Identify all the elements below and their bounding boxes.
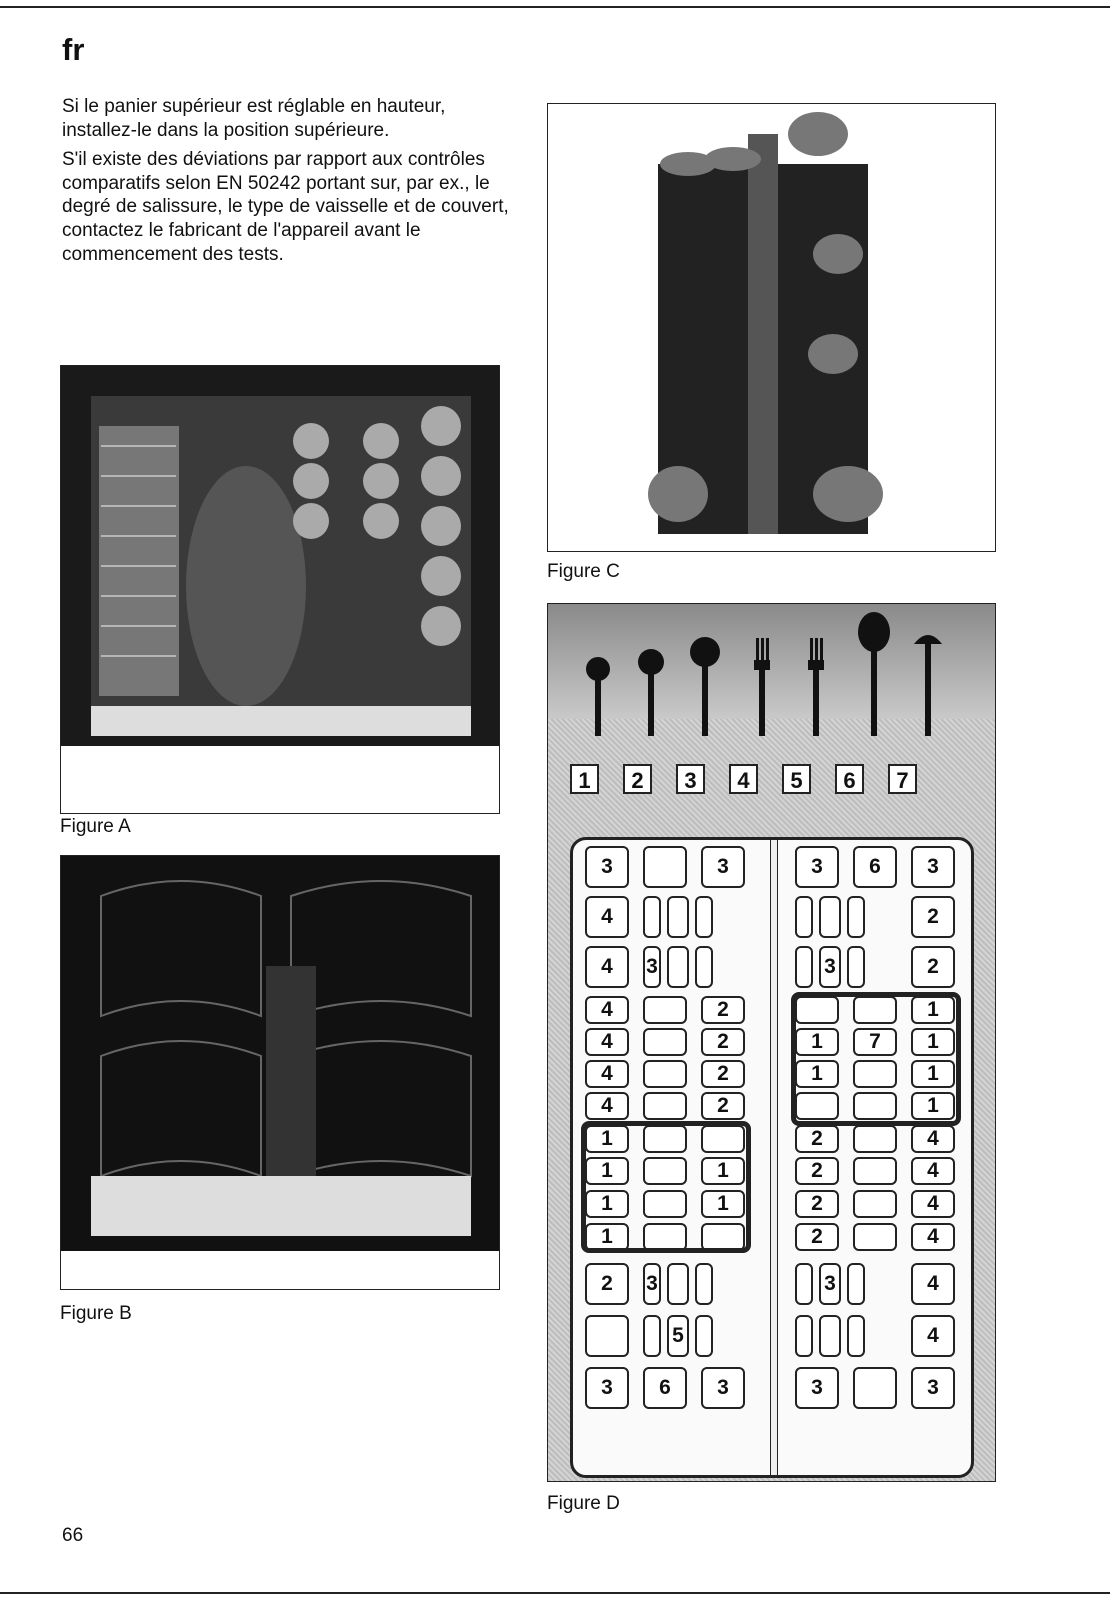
basket-cell-R-1-0 — [795, 896, 813, 938]
body-text — [62, 95, 522, 272]
basket-cell-L-12-2: 5 — [667, 1315, 689, 1357]
figure-c-caption: Figure C — [547, 561, 620, 582]
basket-cell-R-7-0: 2 — [795, 1125, 839, 1153]
cutlery-icons — [548, 604, 995, 754]
basket-cell-L-4-0: 4 — [585, 1028, 629, 1056]
basket-cell-R-11-1: 3 — [819, 1263, 841, 1305]
basket-cell-L-2-2 — [667, 946, 689, 988]
figure-c-photo — [547, 103, 996, 552]
basket-cell-R-10-1 — [853, 1223, 897, 1251]
bottom-rule — [0, 1592, 1110, 1594]
basket-cell-R-0-0: 3 — [795, 846, 839, 888]
basket-cell-L-6-1 — [643, 1092, 687, 1120]
basket-cell-L-0-1 — [643, 846, 687, 888]
legend-box-4: 4 — [729, 764, 758, 794]
basket-cell-R-1-2 — [847, 896, 865, 938]
basket-cell-R-10-2: 4 — [911, 1223, 955, 1251]
cutlery-basket — [570, 837, 974, 1478]
basket-cell-L-8-0: 1 — [585, 1157, 629, 1185]
basket-cell-R-8-1 — [853, 1157, 897, 1185]
legend-box-6: 6 — [835, 764, 864, 794]
basket-cell-L-11-1: 3 — [643, 1263, 661, 1305]
figure-a-caption: Figure A — [60, 816, 131, 837]
basket-cell-L-12-0 — [585, 1315, 629, 1357]
language-label: fr — [62, 32, 85, 67]
basket-cell-R-2-1: 3 — [819, 946, 841, 988]
basket-cell-R-11-2 — [847, 1263, 865, 1305]
right-group-frame — [791, 992, 961, 1126]
basket-cell-L-11-2 — [667, 1263, 689, 1305]
basket-cell-R-11-0 — [795, 1263, 813, 1305]
basket-cell-L-8-2: 1 — [701, 1157, 745, 1185]
left-group-frame — [581, 1121, 751, 1253]
basket-cell-L-12-3 — [695, 1315, 713, 1357]
legend-box-5: 5 — [782, 764, 811, 794]
basket-cell-L-1-3 — [695, 896, 713, 938]
page-number: 66 — [62, 1525, 84, 1546]
basket-cell-L-1-0: 4 — [585, 896, 629, 938]
basket-cell-L-0-2: 3 — [701, 846, 745, 888]
figure-d-caption: Figure D — [547, 1493, 620, 1514]
basket-cell-L-13-0: 3 — [585, 1367, 629, 1409]
basket-cell-L-2-0: 4 — [585, 946, 629, 988]
basket-cell-R-9-1 — [853, 1190, 897, 1218]
basket-cell-R-9-2: 4 — [911, 1190, 955, 1218]
basket-cell-L-10-0: 1 — [585, 1223, 629, 1251]
legend-box-1: 1 — [570, 764, 599, 794]
legend-box-2: 2 — [623, 764, 652, 794]
basket-cell-R-12-1 — [819, 1315, 841, 1357]
basket-cell-R-13-1 — [853, 1367, 897, 1409]
basket-cell-R-5-2: 1 — [911, 1060, 955, 1088]
basket-cell-L-11-3 — [695, 1263, 713, 1305]
top-rule — [0, 6, 1110, 8]
paragraph-1: Si le panier supérieur est réglable en hauteur, installez-le dans la position supérieure. — [62, 96, 446, 141]
basket-cell-L-1-2 — [667, 896, 689, 938]
figure-b-caption: Figure B — [60, 1303, 132, 1324]
legend-box-7: 7 — [888, 764, 917, 794]
basket-cell-R-13-0: 3 — [795, 1367, 839, 1409]
basket-cell-R-7-2: 4 — [911, 1125, 955, 1153]
basket-cell-R-12-0 — [795, 1315, 813, 1357]
basket-cell-L-4-2: 2 — [701, 1028, 745, 1056]
basket-cell-R-0-2: 3 — [911, 846, 955, 888]
basket-cell-R-6-2: 1 — [911, 1092, 955, 1120]
basket-cell-R-4-2: 1 — [911, 1028, 955, 1056]
basket-cell-L-12-1 — [643, 1315, 661, 1357]
basket-cell-L-3-2: 2 — [701, 996, 745, 1024]
basket-cell-R-2-0 — [795, 946, 813, 988]
basket-cell-L-13-2: 3 — [701, 1367, 745, 1409]
basket-cell-L-2-3 — [695, 946, 713, 988]
basket-cell-L-1-1 — [643, 896, 661, 938]
basket-cell-R-11-3: 4 — [911, 1263, 955, 1305]
basket-cell-L-11-0: 2 — [585, 1263, 629, 1305]
basket-cell-R-10-0: 2 — [795, 1223, 839, 1251]
basket-cell-R-1-3: 2 — [911, 896, 955, 938]
basket-cell-R-12-2 — [847, 1315, 865, 1357]
basket-cell-R-9-0: 2 — [795, 1190, 839, 1218]
basket-cell-L-2-1: 3 — [643, 946, 661, 988]
figure-b-photo — [60, 855, 500, 1290]
basket-cell-L-9-2: 1 — [701, 1190, 745, 1218]
basket-cell-L-5-0: 4 — [585, 1060, 629, 1088]
basket-cell-R-2-2 — [847, 946, 865, 988]
basket-cell-R-1-1 — [819, 896, 841, 938]
basket-cell-R-7-1 — [853, 1125, 897, 1153]
legend-box-3: 3 — [676, 764, 705, 794]
basket-cell-L-6-0: 4 — [585, 1092, 629, 1120]
basket-cell-R-3-2: 1 — [911, 996, 955, 1024]
basket-cell-L-9-0: 1 — [585, 1190, 629, 1218]
basket-cell-R-8-0: 2 — [795, 1157, 839, 1185]
basket-cell-R-4-0: 1 — [795, 1028, 839, 1056]
basket-cell-L-0-0: 3 — [585, 846, 629, 888]
basket-cell-R-2-3: 2 — [911, 946, 955, 988]
cutlery-band — [548, 604, 995, 719]
basket-divider — [770, 840, 778, 1475]
figure-a-image — [61, 366, 499, 813]
basket-cell-L-3-0: 4 — [585, 996, 629, 1024]
figure-a-photo — [60, 365, 500, 814]
figure-d-diagram — [547, 603, 996, 1482]
figure-b-image — [61, 856, 499, 1289]
basket-cell-R-5-0: 1 — [795, 1060, 839, 1088]
basket-cell-R-4-1: 7 — [853, 1028, 897, 1056]
figure-c-image — [548, 104, 995, 551]
basket-cell-R-13-2: 3 — [911, 1367, 955, 1409]
basket-cell-L-5-2: 2 — [701, 1060, 745, 1088]
paragraph-2: S'il existe des déviations par rapport aux contrôles comparatifs selon EN 50242 portant sur, par ex., le degré de salissure, le type de vaisselle et de couvert, contactez le fabricant de l'appareil avant le commencement des tests. — [62, 149, 509, 265]
basket-cell-L-7-0: 1 — [585, 1125, 629, 1153]
basket-cell-L-5-1 — [643, 1060, 687, 1088]
basket-cell-R-8-2: 4 — [911, 1157, 955, 1185]
basket-cell-L-6-2: 2 — [701, 1092, 745, 1120]
basket-cell-L-4-1 — [643, 1028, 687, 1056]
basket-cell-R-0-1: 6 — [853, 846, 897, 888]
basket-cell-R-12-3: 4 — [911, 1315, 955, 1357]
basket-cell-L-13-1: 6 — [643, 1367, 687, 1409]
basket-cell-L-3-1 — [643, 996, 687, 1024]
